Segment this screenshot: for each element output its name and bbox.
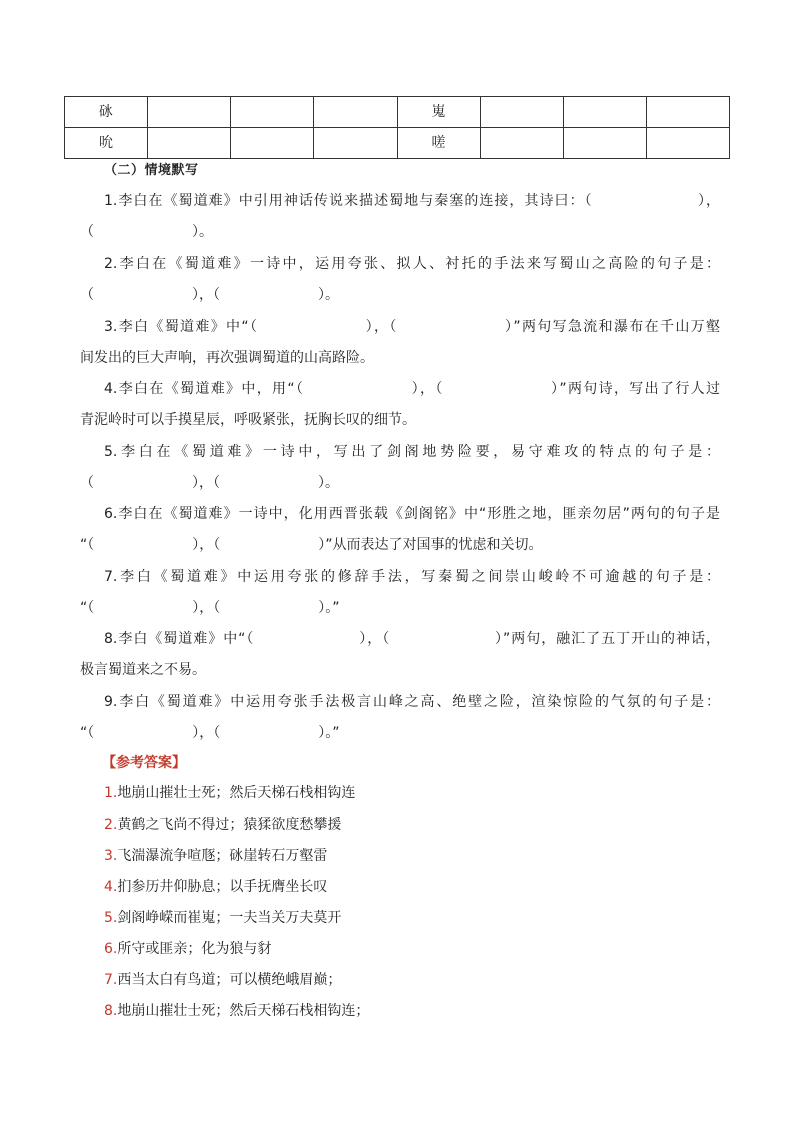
answer-text: 剑阁峥嵘而崔嵬；一夫当关万夫莫开 <box>117 910 342 926</box>
answer-item <box>104 1000 369 1022</box>
table-cell <box>231 128 314 159</box>
table-cell <box>646 128 729 159</box>
question-line: 2.李白在《蜀道难》一诗中，运用夸张、拟人、衬托的手法来写蜀山之高险的句子是： <box>104 256 720 272</box>
question-item <box>80 687 720 749</box>
answer-number: 3. <box>104 848 118 864</box>
question-item <box>80 312 720 374</box>
question-line: （ ），（ ）。 <box>80 287 339 303</box>
question-line: 青泥岭时可以手摸星辰，呼吸紧张，抚胸长叹的细节。 <box>80 412 416 428</box>
question-line: 7.李白《蜀道难》中运用夸张的修辞手法，写秦蜀之间崇山峻岭不可逾越的句子是： <box>104 569 720 585</box>
table-cell <box>148 128 231 159</box>
question-item <box>80 562 720 624</box>
question-item <box>80 249 720 311</box>
answers-title: 【参考答案】 <box>102 755 186 771</box>
table-cell <box>314 128 397 159</box>
question-line: （ ），（ ）。 <box>80 475 339 491</box>
question-line: 8.李白《蜀道难》中“（ ），（ ）”两句，融汇了五丁开山的神话， <box>104 631 720 647</box>
answer-text: 黄鹤之飞尚不得过；猿猱欲度愁攀援 <box>117 817 342 833</box>
table-cell <box>231 97 314 128</box>
table-cell <box>314 97 397 128</box>
answer-number: 5. <box>104 910 118 926</box>
question-line: 1.李白在《蜀道难》中引用神话传说来描述蜀地与秦塞的连接，其诗曰：（ ）， <box>104 193 720 209</box>
answer-text: 所守或匪亲；化为狼与豺 <box>117 941 272 957</box>
section-title: （二）情境默写 <box>104 163 199 178</box>
table-cell <box>480 97 563 128</box>
answer-item <box>104 845 327 867</box>
table-cell <box>148 97 231 128</box>
answer-text: 飞湍瀑流争喧豗；砯崖转石万壑雷 <box>117 848 328 864</box>
table-row <box>65 97 730 128</box>
table-cell <box>563 128 646 159</box>
table-cell: 嗟 <box>397 128 480 159</box>
answer-item <box>104 782 355 804</box>
question-line: 4.李白在《蜀道难》中，用“（ ），（ ）”两句诗，写出了行人过 <box>104 381 720 397</box>
question-item <box>80 499 720 561</box>
answer-number: 8. <box>104 1003 118 1019</box>
answer-text: 扪参历井仰胁息；以手抚膺坐长叹 <box>117 879 328 895</box>
question-line: “（ ），（ ）”从而表达了对国事的忧虑和关切。 <box>80 537 543 553</box>
answer-item <box>104 907 341 929</box>
question-item <box>80 437 720 499</box>
table-cell: 嵬 <box>397 97 480 128</box>
table-cell <box>646 97 729 128</box>
answer-item <box>104 938 271 960</box>
question-item <box>80 186 720 248</box>
answer-text: 地崩山摧壮士死；然后天梯石栈相钩连 <box>117 785 356 801</box>
answer-number: 1. <box>104 785 118 801</box>
table-cell: 吮 <box>65 128 148 159</box>
answer-number: 4. <box>104 879 118 895</box>
question-line: 3.李白《蜀道难》中“（ ），（ ）”两句写急流和瀑布在千山万壑 <box>104 319 720 335</box>
question-line: 9.李白《蜀道难》中运用夸张手法极言山峰之高、绝壁之险，渲染惊险的气氛的句子是： <box>104 694 720 710</box>
question-item <box>80 374 720 436</box>
answer-text: 西当太白有鸟道；可以横绝峨眉巅； <box>117 972 342 988</box>
answer-number: 6. <box>104 941 118 957</box>
question-line: “（ ），（ ）。” <box>80 725 340 741</box>
table-row <box>65 128 730 159</box>
answer-number: 7. <box>104 972 118 988</box>
answer-item <box>104 814 341 836</box>
table-cell <box>563 97 646 128</box>
question-line: 6.李白在《蜀道难》一诗中，化用西晋张载《剑阁铭》中“形胜之地，匪亲勿居”两句的句子是 <box>104 506 720 522</box>
question-item <box>80 624 720 686</box>
question-line: 极言蜀道来之不易。 <box>80 662 206 678</box>
character-table <box>64 96 730 159</box>
table-cell <box>480 128 563 159</box>
answer-item <box>104 876 327 898</box>
answer-item <box>104 969 341 991</box>
question-line: （ ）。 <box>80 224 213 240</box>
question-line: 5.李白在《蜀道难》一诗中，写出了剑阁地势险要，易守难攻的特点的句子是： <box>104 444 720 460</box>
question-line: “（ ），（ ）。” <box>80 600 340 616</box>
table-cell: 砯 <box>65 97 148 128</box>
answer-number: 2. <box>104 817 118 833</box>
answer-text: 地崩山摧壮士死；然后天梯石栈相钩连； <box>117 1003 370 1019</box>
question-line: 间发出的巨大声响，再次强调蜀道的山高路险。 <box>80 350 374 366</box>
